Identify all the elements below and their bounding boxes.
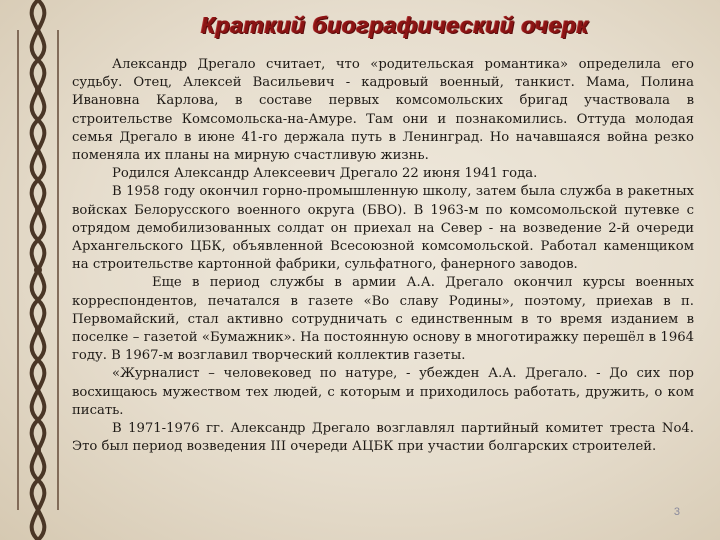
paragraph-parents: Александр Дрегало считает, что «родительская романтика» определила его судьбу. Отец, Алексей Васильевич - кадровый военный, танкист. Мама, Полина Ивановна Карлова, в составе первых комсомольских бригад участвовала в строительстве Комсомольска-на-Амуре. Там они и познакомились. Оттуда молодая семья Дрегало в июне 41-го держала путь в Ленинград. Но начавшаяся война резко поменяла их планы на мирную счастливую жизнь. <box>72 57 694 164</box>
paragraph-quote: «Журналист – человековед по натуре, - убежден А.А. Дрегало. - До сих пор восхищаюсь мужеством тех людей, с которым и приходилось работать, дружить, о ком писать. <box>72 366 694 418</box>
paragraph-career-start: В 1958 году окончил горно-промышленную школу, затем была служба в ракетных войсках Белорусского военного округа (БВО). В 1963-м по комсомольской путевке с отрядом демобилизованных солдат он приехал на Север - на возведение 2-й очереди Архангельского ЦБК, объявленной Всесоюзной комсомольской. Работал каменщиком на строительстве картонной фабрики, сульфатного, фанерного заводов. <box>72 184 694 273</box>
celtic-ornament-border <box>6 0 70 540</box>
paragraph-birth: Родился Александр Алексеевич Дрегало 22 июня 1941 года. <box>112 166 538 182</box>
biography-text <box>72 56 694 456</box>
paragraph-journalism: Еще в период службы в армии А.А. Дрегало окончил курсы военных корреспондентов, печатался в газете «Во славу Родины», поэтому, приехав в п. Первомайский, стал активно сотрудничать с единственным в то время изданием в поселке – газетой «Бумажник». На постоянную основу в многотиражку перешёл в 1964 году. В 1967-м возглавил творческий коллектив газеты. <box>72 275 694 364</box>
slide-title: Краткий биографический очерк <box>201 12 589 38</box>
page-number: 3 <box>673 506 680 518</box>
paragraph-party-committee: В 1971-1976 гг. Александр Дрегало возглавлял партийный комитет треста No4. Это был период возведения III очереди АЦБК при участии болгарских строителей. <box>72 421 694 455</box>
